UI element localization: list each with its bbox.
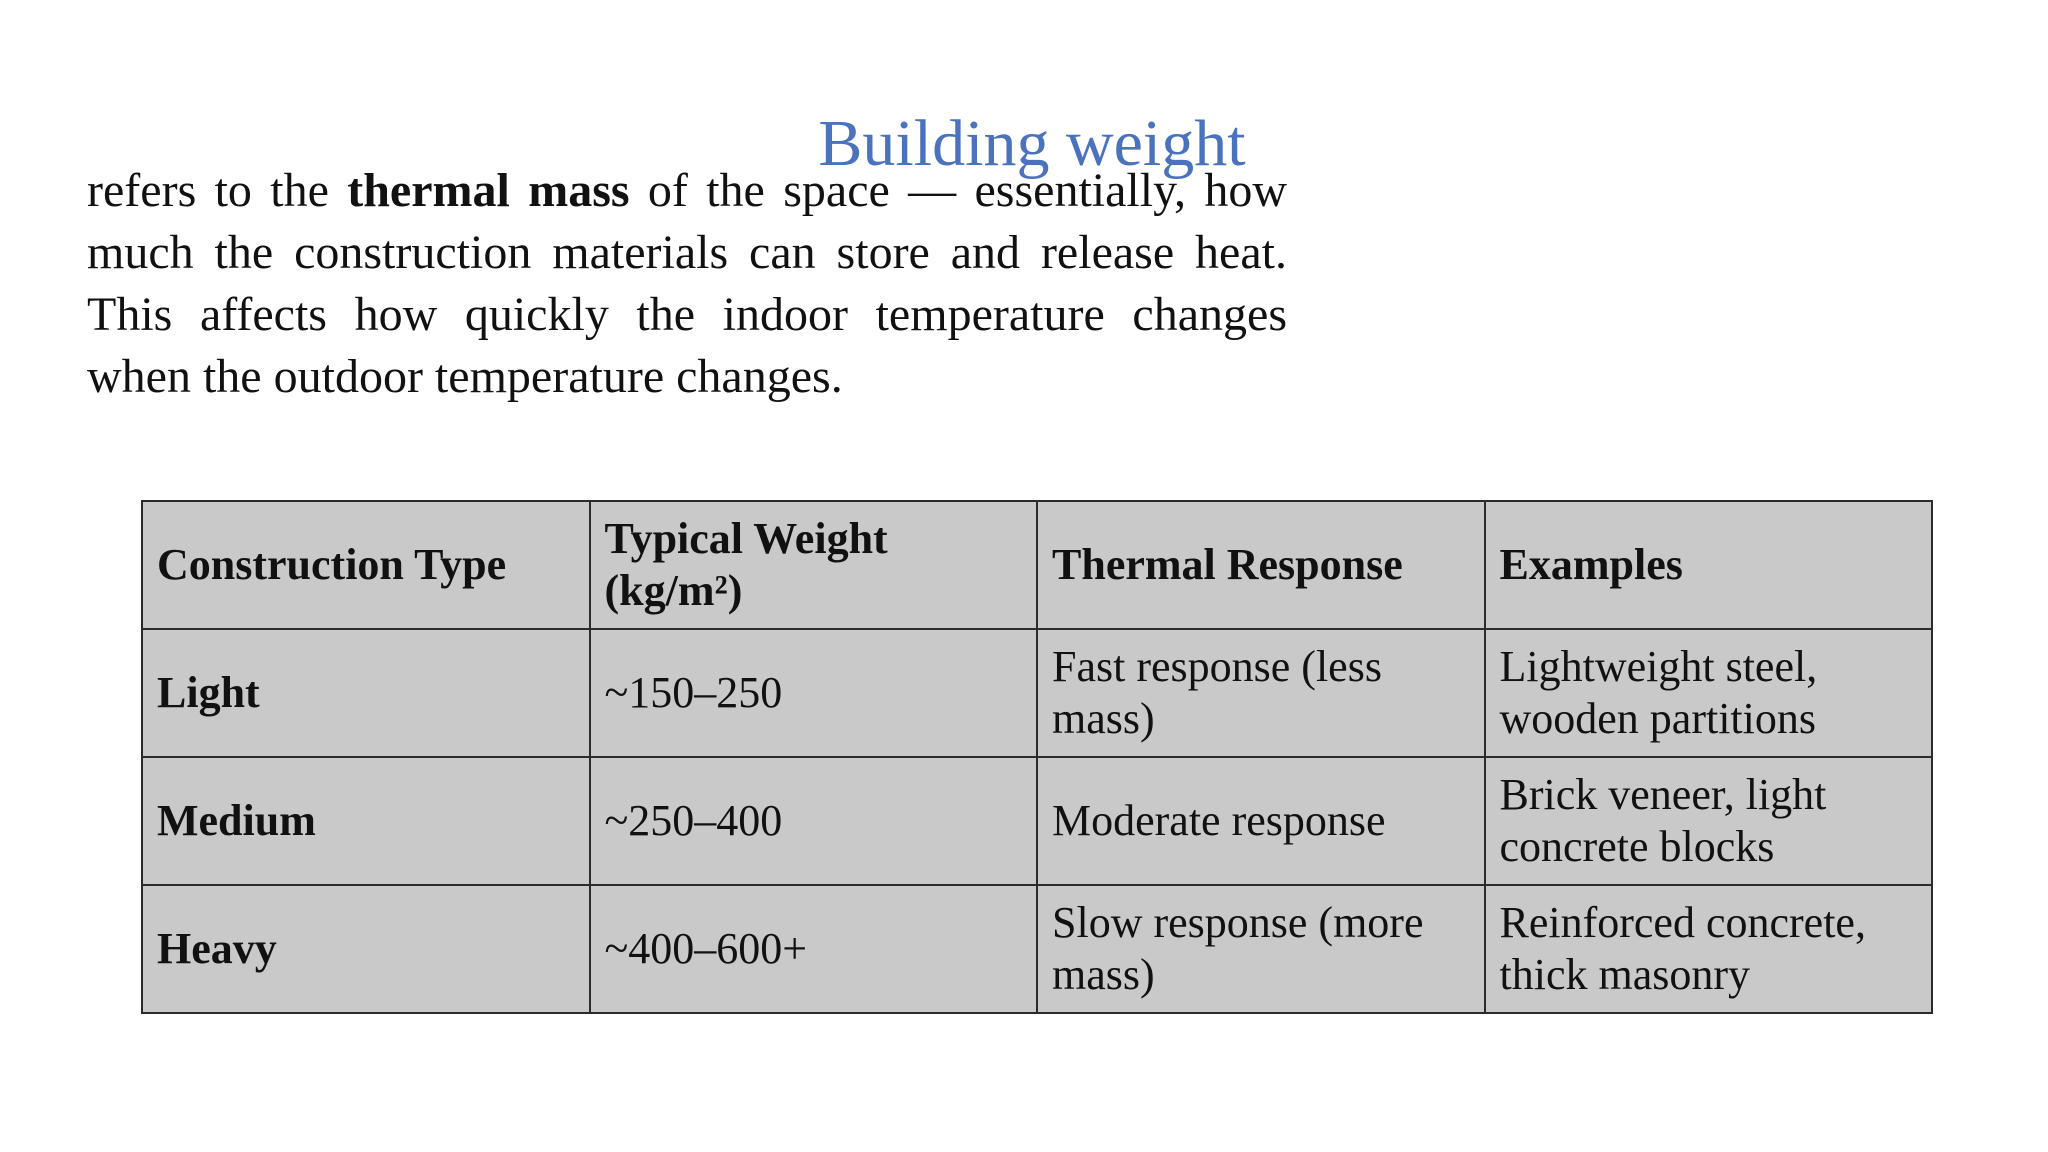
cell-construction-type: Light	[142, 629, 590, 757]
cell-construction-type: Medium	[142, 757, 590, 885]
cell-examples: Lightweight steel, wooden partitions	[1485, 629, 1933, 757]
intro-paragraph	[87, 160, 1287, 408]
intro-text-after: of the space — essentially, how much the construction materials can store and release heat. This affects how quickly the indoor temperature changes when the outdoor temperature changes.	[87, 164, 1287, 403]
cell-examples: Reinforced concrete, thick masonry	[1485, 885, 1933, 1013]
table-row	[142, 885, 1932, 1013]
cell-construction-type: Heavy	[142, 885, 590, 1013]
cell-typical-weight: ~250–400	[590, 757, 1038, 885]
cell-typical-weight: ~150–250	[590, 629, 1038, 757]
header-thermal-response: Thermal Response	[1037, 501, 1485, 629]
intro-text-before: refers to the	[87, 164, 348, 217]
construction-table-container	[141, 500, 1933, 1014]
cell-thermal-response: Fast response (less mass)	[1037, 629, 1485, 757]
table-row	[142, 757, 1932, 885]
table-row	[142, 629, 1932, 757]
cell-thermal-response: Moderate response	[1037, 757, 1485, 885]
table-header-row	[142, 501, 1932, 629]
cell-examples: Brick veneer, light concrete blocks	[1485, 757, 1933, 885]
construction-table	[141, 500, 1933, 1014]
header-examples: Examples	[1485, 501, 1933, 629]
header-construction-type: Construction Type	[142, 501, 590, 629]
slide-title: Building weight	[818, 107, 1246, 181]
header-typical-weight: Typical Weight (kg/m²)	[590, 501, 1038, 629]
cell-typical-weight: ~400–600+	[590, 885, 1038, 1013]
cell-thermal-response: Slow response (more mass)	[1037, 885, 1485, 1013]
intro-bold-term: thermal mass	[347, 164, 630, 217]
